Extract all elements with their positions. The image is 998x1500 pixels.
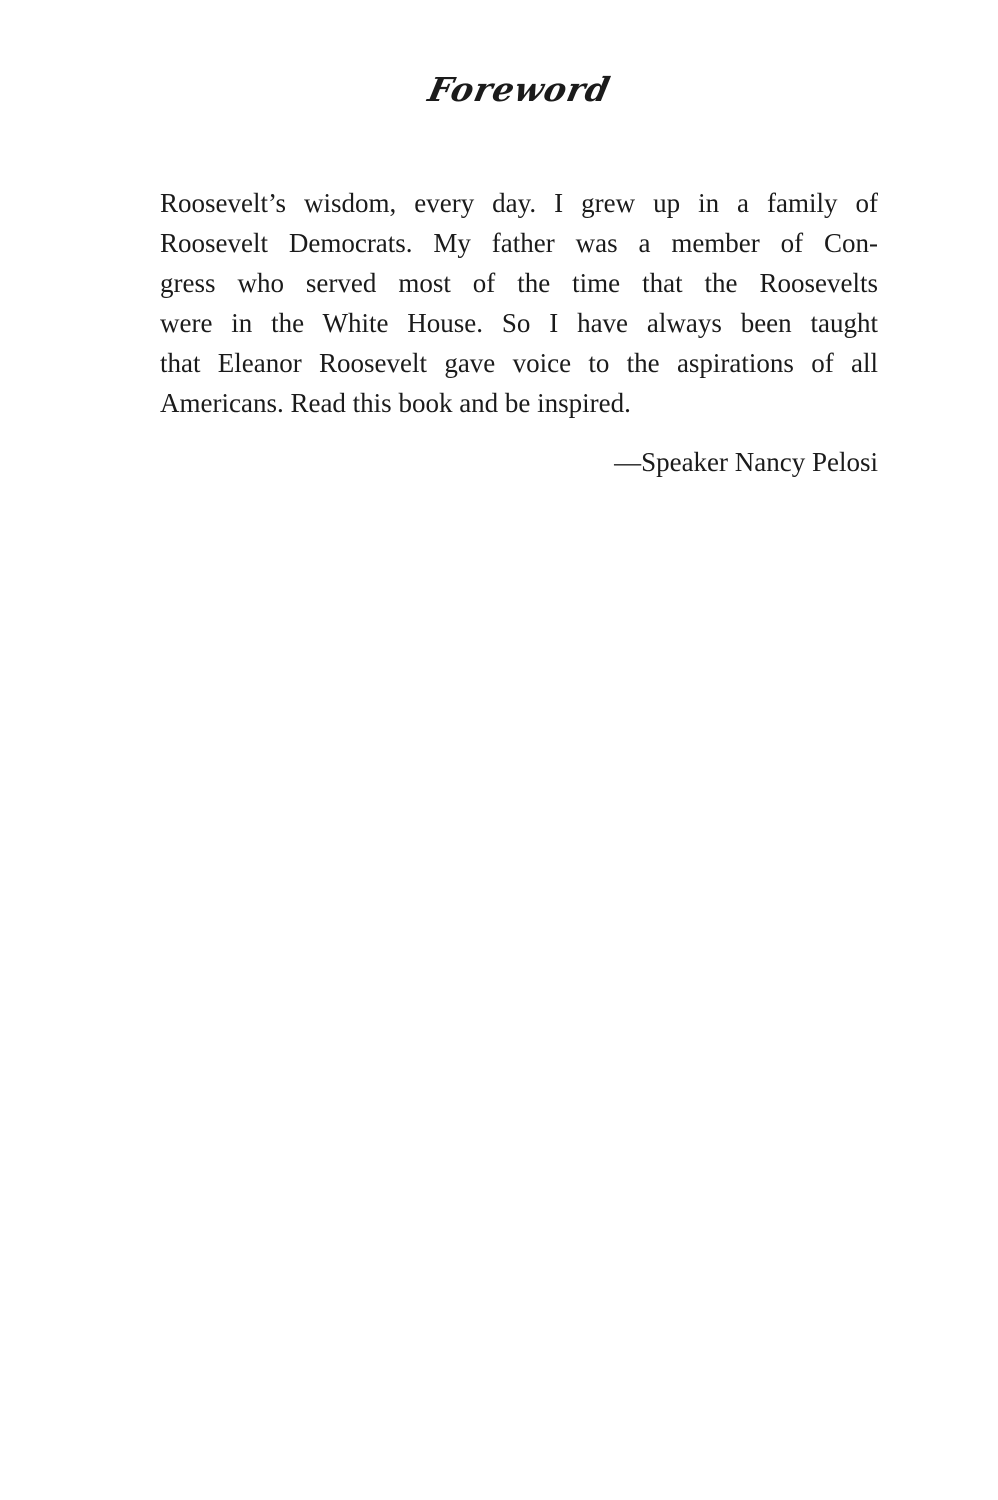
foreword-paragraph [160, 183, 878, 423]
paragraph-line: Roosevelt’s wisdom, every day. I grew up in a family of [160, 188, 878, 218]
chapter-title [160, 70, 878, 109]
paragraph-line: were in the White House. So I have always been taught [160, 308, 878, 338]
paragraph-line: that Eleanor Roosevelt gave voice to the aspirations of all [160, 348, 878, 378]
attribution: —Speaker Nancy Pelosi [614, 447, 878, 477]
paragraph-line: Americans. Read this book and be inspired. [160, 388, 631, 418]
paragraph-line: Roosevelt Democrats. My father was a member of Con- [160, 228, 878, 258]
paragraph-line: gress who served most of the time that the Roosevelts [160, 268, 878, 298]
chapter-title-text: Foreword [424, 70, 614, 109]
